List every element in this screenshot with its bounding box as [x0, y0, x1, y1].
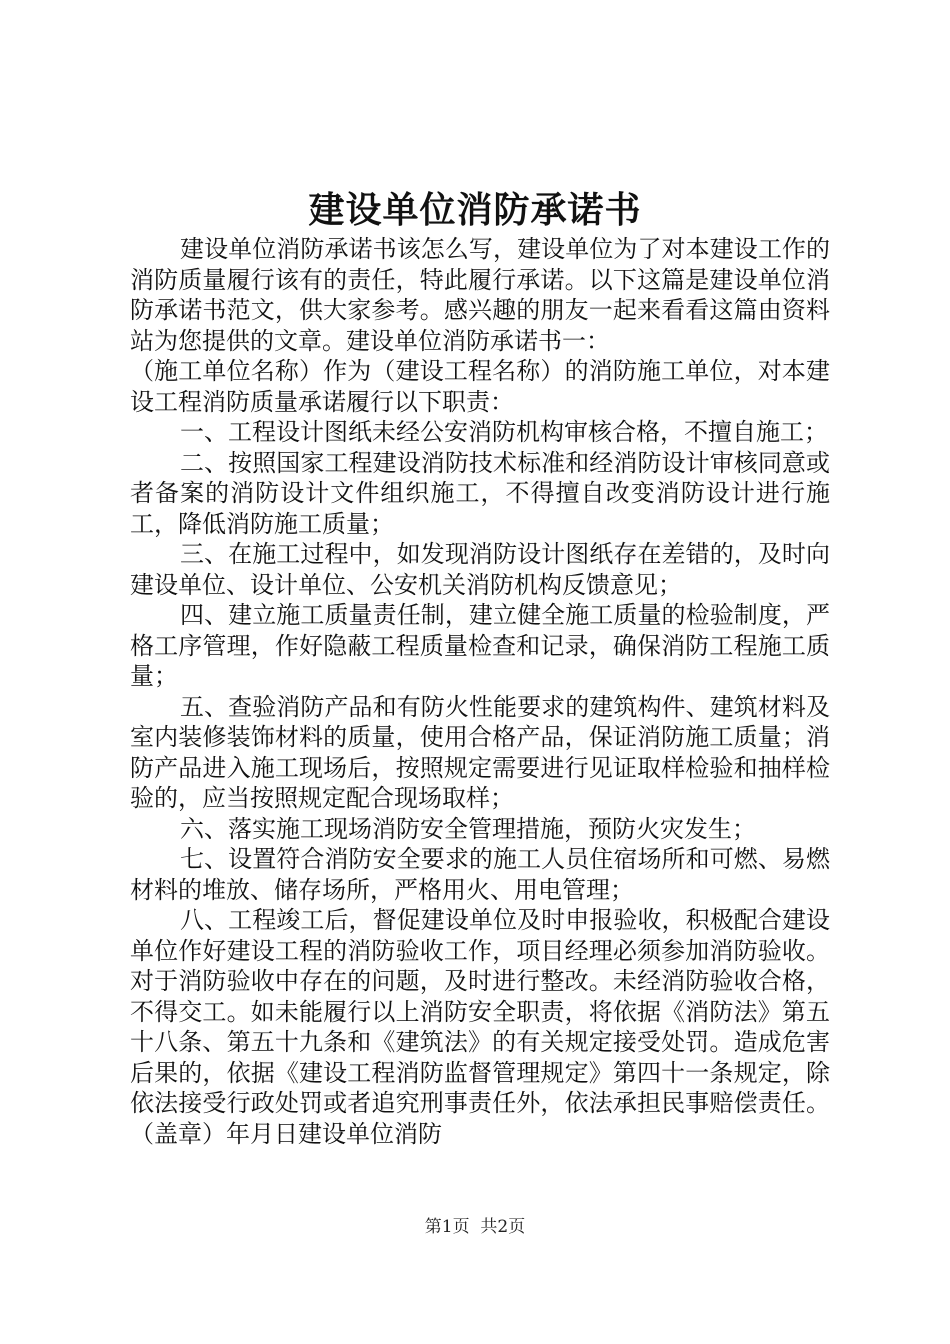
paragraph-item-5: 五、查验消防产品和有防火性能要求的建筑构件、建筑材料及室内装修装饰材料的质量，使用合格产品，保证消防施工质量；消防产品进入施工现场后，按照规定需要进行见证取样检验和抽样检验的，应当按照规定配合现场取样；: [130, 692, 830, 812]
paragraph-item-7: 七、设置符合消防安全要求的施工人员住宿场所和可燃、易燃材料的堆放、储存场所，严格用火、用电管理；: [130, 845, 830, 904]
page-total: 共2页: [480, 1217, 526, 1237]
paragraph-intro: 建设单位消防承诺书该怎么写，建设单位为了对本建设工作的消防质量履行该有的责任，特此履行承诺。以下这篇是建设单位消防承诺书范文，供大家参考。感兴趣的朋友一起来看看这篇由资料站为您提供的文章。建设单位消防承诺书一：: [130, 235, 830, 355]
page-footer: [0, 1215, 950, 1239]
paragraph-item-6: 六、落实施工现场消防安全管理措施，预防火灾发生；: [180, 814, 756, 843]
document-body: [130, 234, 830, 1149]
paragraph-item-4: 四、建立施工质量责任制，建立健全施工质量的检验制度，严格工序管理，作好隐蔽工程质量检查和记录，确保消防工程施工质量；: [130, 601, 830, 690]
paragraph-item-8: 八、工程竣工后，督促建设单位及时申报验收，积极配合建设单位作好建设工程的消防验收工作，项目经理必须参加消防验收。对于消防验收中存在的问题，及时进行整改。未经消防验收合格，不得交工。如未能履行以上消防安全职责，将依据《消防法》第五十八条、第五十九条和《建筑法》的有关规定接受处罚。造成危害后果的，依据《建设工程消防监督管理规定》第四十一条规定，除依法接受行政处罚或者追究刑事责任外，依法承担民事赔偿责任。（盖章）年月日建设单位消防: [130, 906, 830, 1148]
paragraph-item-3: 三、在施工过程中，如发现消防设计图纸存在差错的，及时向建设单位、设计单位、公安机关消防机构反馈意见；: [130, 540, 830, 599]
paragraph-item-2: 二、按照国家工程建设消防技术标准和经消防设计审核同意或者备案的消防设计文件组织施工，不得擅自改变消防设计进行施工，降低消防施工质量；: [130, 448, 830, 538]
paragraph-item-1: 一、工程设计图纸未经公安消防机构审核合格，不擅自施工；: [180, 418, 828, 446]
paragraph-unit-statement: （施工单位名称）作为（建设工程名称）的消防施工单位，对本建设工程消防质量承诺履行以下职责：: [130, 357, 830, 416]
page-number: 第1页: [424, 1217, 470, 1237]
document-title: 建设单位消防承诺书: [308, 189, 642, 231]
